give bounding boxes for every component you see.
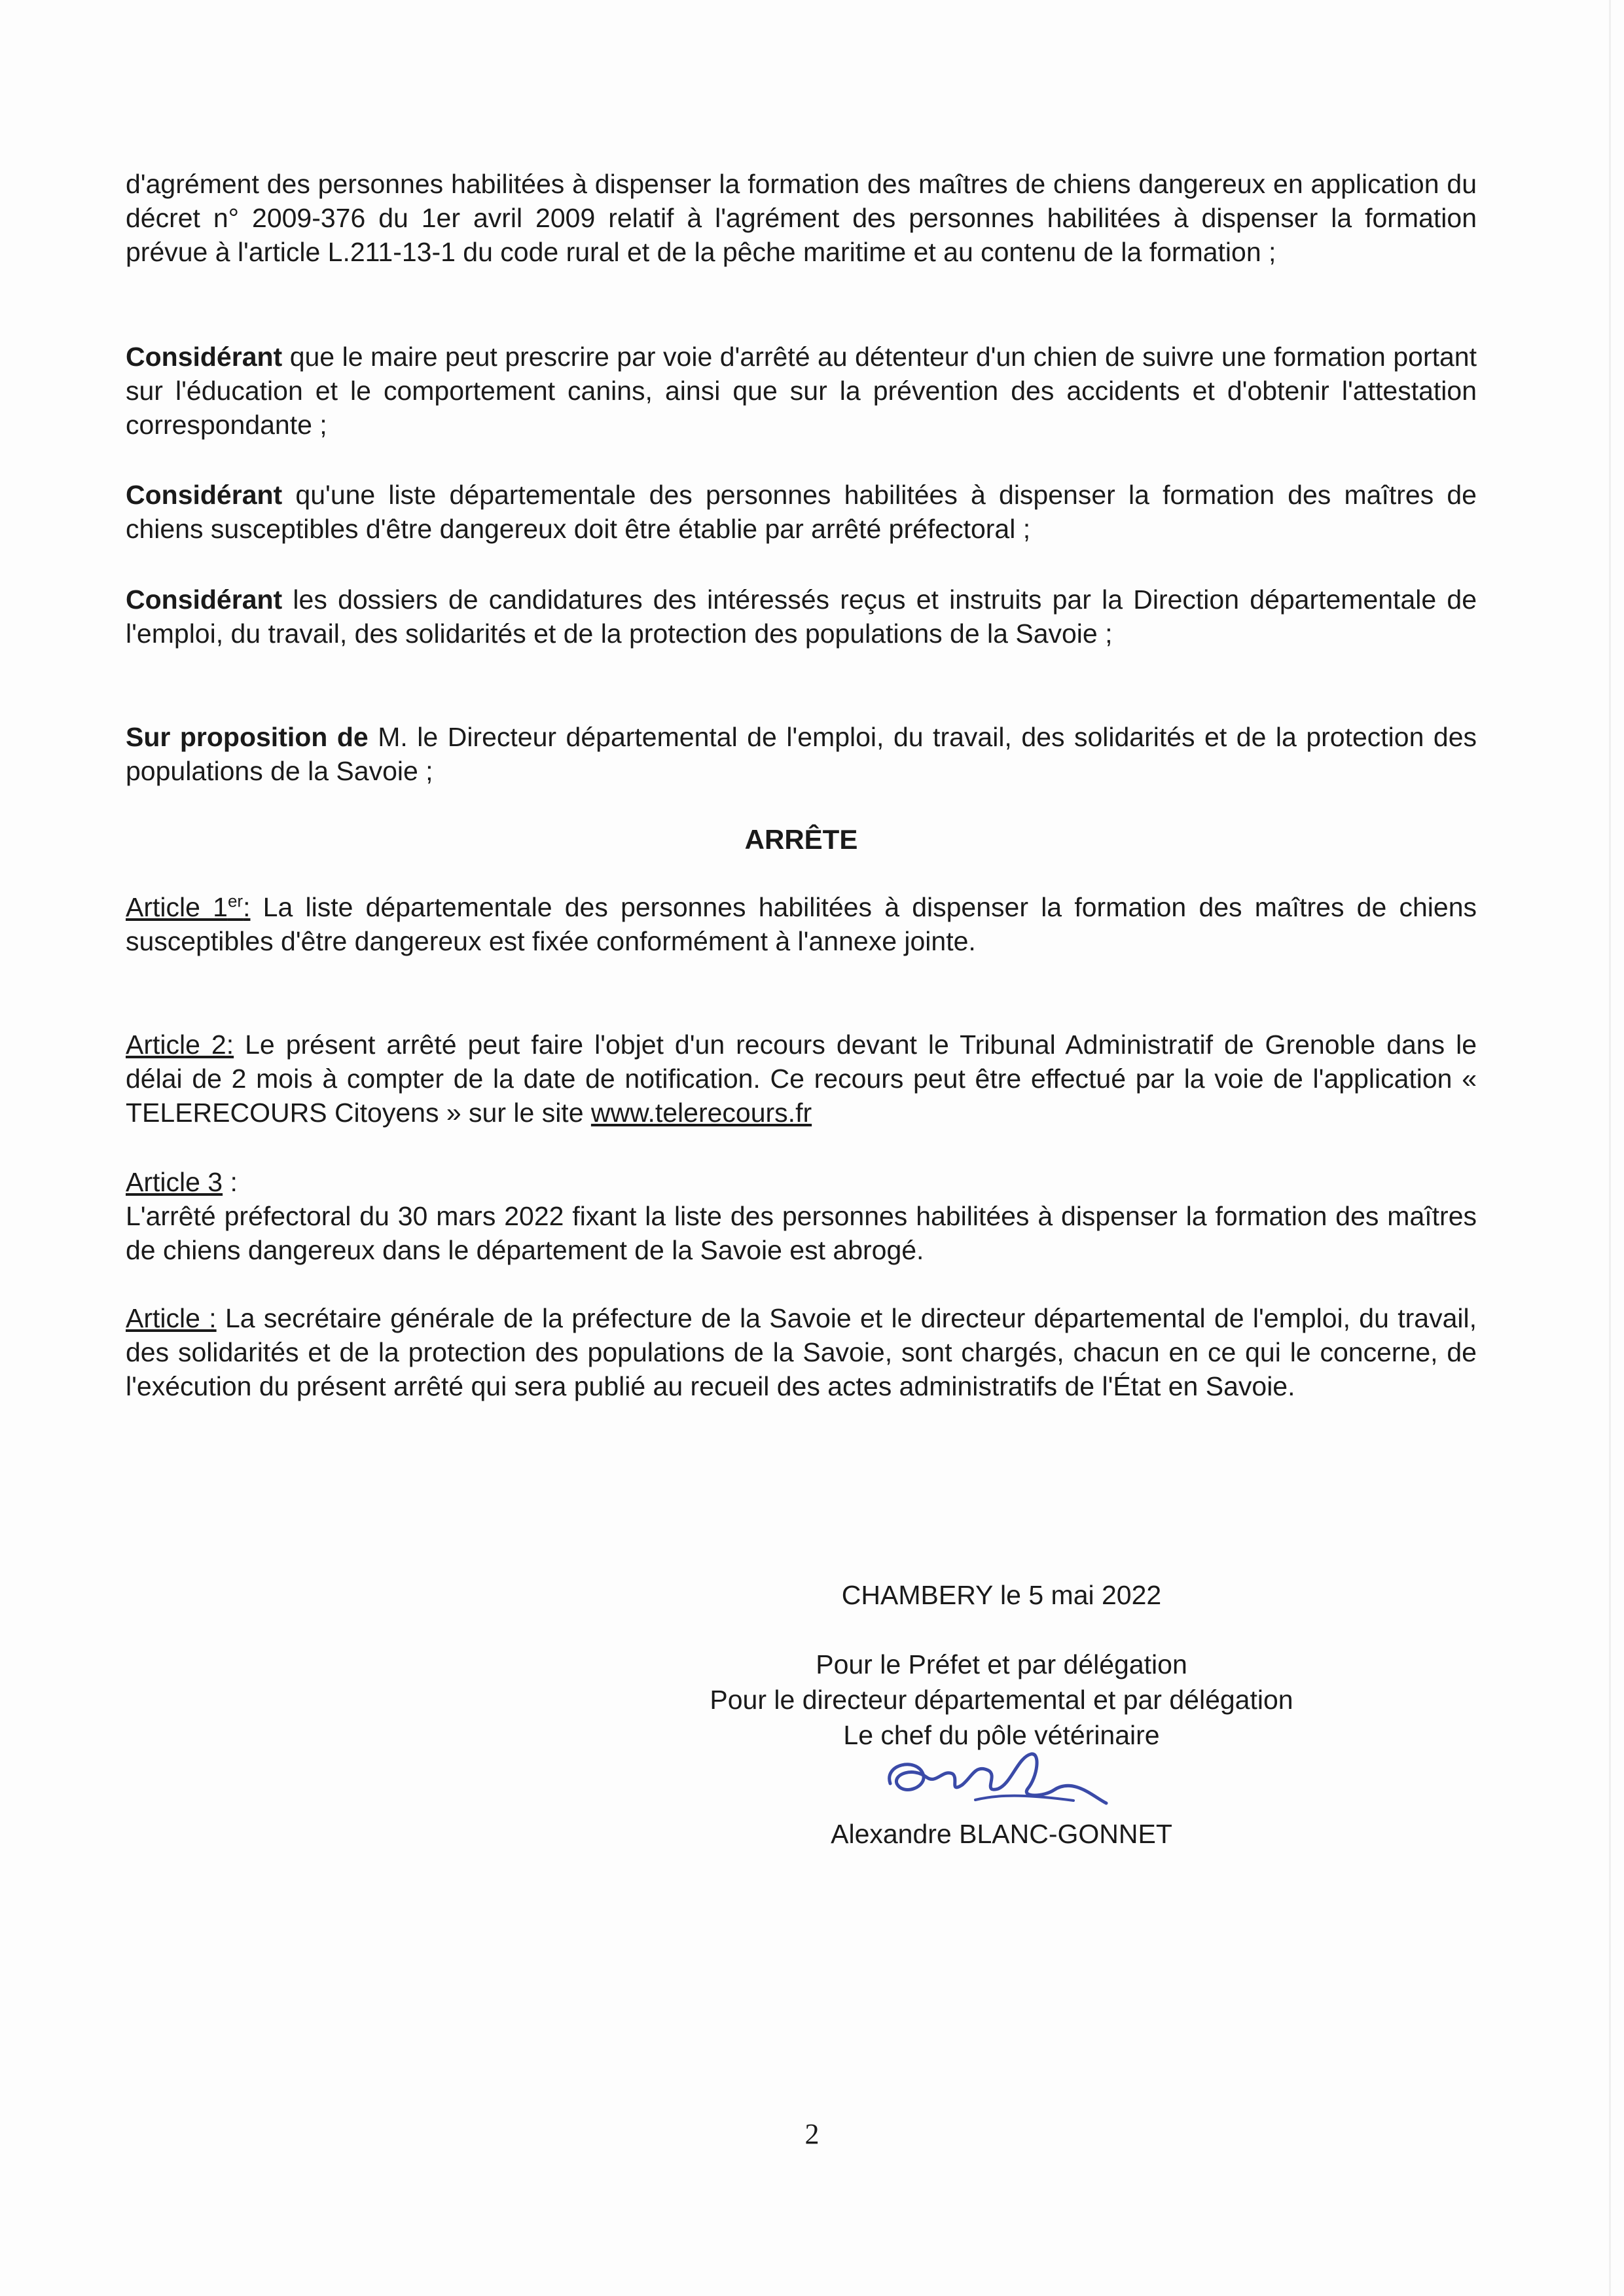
proposition-text: M. le Directeur départemental de l'emploi, du travail, des solidarités et de la protection des populations de la Savoie ; bbox=[126, 722, 1477, 786]
considerant-paragraph-3 bbox=[126, 583, 1477, 651]
article-3-colon: : bbox=[223, 1167, 238, 1197]
article-2 bbox=[126, 1028, 1477, 1130]
delegation-directeur: Pour le directeur départemental et par délégation bbox=[710, 1685, 1293, 1715]
handwritten-signature bbox=[877, 1738, 1113, 1816]
article-4-label: Article : bbox=[126, 1303, 217, 1333]
article-3-label bbox=[126, 1167, 223, 1197]
proposition-paragraph bbox=[126, 720, 1477, 788]
article-2-text: Le présent arrêté peut faire l'objet d'un recours devant le Tribunal Administratif de Grenoble dans le délai de 2 mois à compter de la date de notification. Ce recours peut être effectué par la voie de l'application « TELERECOURS Citoyens » sur le site bbox=[126, 1030, 1477, 1128]
article-3 bbox=[126, 1165, 1477, 1267]
article-1-label bbox=[126, 892, 250, 922]
signature-block bbox=[655, 1577, 1348, 1859]
article-4 bbox=[126, 1301, 1477, 1403]
article-1-colon: : bbox=[243, 892, 251, 922]
signatory-name: Alexandre BLANC-GONNET bbox=[831, 1819, 1172, 1849]
intro-paragraph bbox=[126, 167, 1477, 269]
article-1-sup: er bbox=[227, 891, 244, 911]
considerant-lead-3: Considérant bbox=[126, 584, 283, 615]
page-number: 2 bbox=[804, 2118, 820, 2150]
telerecours-link[interactable]: www.telerecours.fr bbox=[590, 1098, 812, 1128]
signatory-title: Le chef du pôle vétérinaire bbox=[843, 1720, 1160, 1750]
article-1-label-text: Article 1 bbox=[126, 892, 228, 922]
considerant-text-3: les dossiers de candidatures des intéressés reçus et instruits par la Direction départementale de l'emploi, du travail, des solidarités et de la protection des populations de la Savoie ; bbox=[126, 584, 1477, 649]
proposition-lead: Sur proposition de bbox=[126, 722, 369, 752]
delegation-prefet: Pour le Préfet et par délégation bbox=[816, 1649, 1187, 1679]
place-date: CHAMBERY le 5 mai 2022 bbox=[841, 1580, 1162, 1610]
arrete-heading: ARRÊTE bbox=[744, 824, 858, 855]
considerant-text-2: qu'une liste départementale des personnes habilitées à dispenser la formation des maîtres de chiens susceptibles d'être dangereux doit être établie par arrêté préfectoral ; bbox=[126, 480, 1477, 544]
considerant-paragraph-1 bbox=[126, 340, 1477, 442]
considerant-paragraph-2 bbox=[126, 478, 1477, 546]
article-2-label: Article 2: bbox=[126, 1030, 234, 1060]
scan-edge bbox=[1609, 0, 1611, 2296]
considerant-lead-2: Considérant bbox=[126, 480, 283, 510]
article-1 bbox=[126, 890, 1477, 958]
article-3-label-text: Article 3 bbox=[126, 1167, 223, 1197]
article-4-text: La secrétaire générale de la préfecture de la Savoie et le directeur départemental de l'emploi, du travail, des solidarités et de la protection des populations de la Savoie, sont chargés, chacun en ce qui le concerne, de l'exécution du présent arrêté qui sera publié au recueil des actes administratifs de l'État en Savoie. bbox=[126, 1303, 1477, 1401]
article-1-text: La liste départementale des personnes habilitées à dispenser la formation des maîtres de chiens susceptibles d'être dangereux est fixée conformément à l'annexe jointe. bbox=[126, 892, 1477, 956]
intro-text: d'agrément des personnes habilitées à dispenser la formation des maîtres de chiens dangereux en application du décret n° 2009-376 du 1er avril 2009 relatif à l'agrément des personnes habilitées à dispenser la formation prévue à l'article L.211-13-1 du code rural et de la pêche maritime et au contenu de la formation ; bbox=[126, 169, 1477, 267]
article-3-text: L'arrêté préfectoral du 30 mars 2022 fixant la liste des personnes habilitées à dispenser la formation des maîtres de chiens dangereux dans le département de la Savoie est abrogé. bbox=[126, 1201, 1477, 1265]
considerant-text-1: que le maire peut prescrire par voie d'arrêté au détenteur d'un chien de suivre une formation portant sur l'éducation et le comportement canins, ainsi que sur la prévention des accidents et d'obtenir l'attestation correspondante ; bbox=[126, 342, 1477, 440]
considerant-lead-1: Considérant bbox=[126, 342, 283, 372]
